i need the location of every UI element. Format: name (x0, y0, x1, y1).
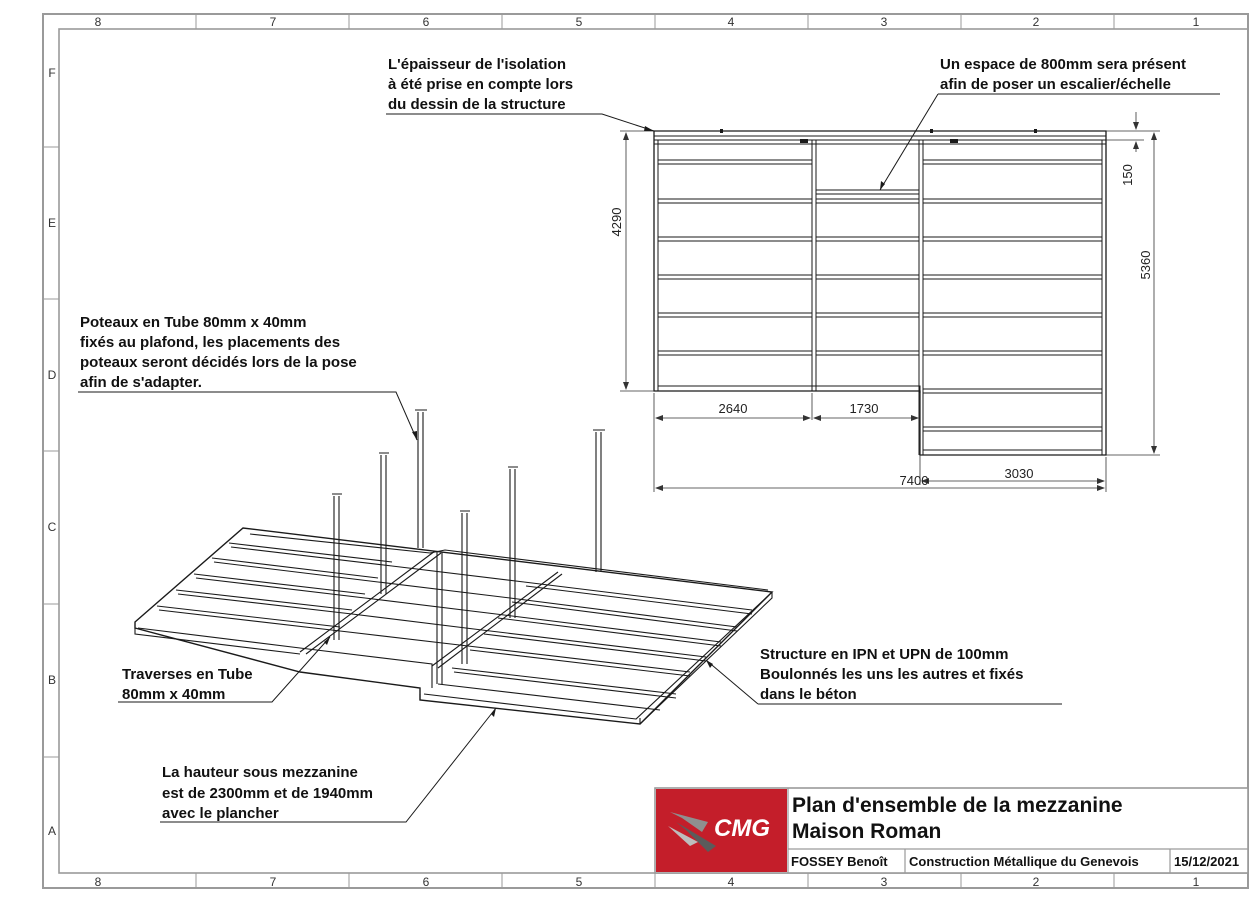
plan-dimensions (620, 112, 1160, 492)
drawing-title-line2: Maison Roman (792, 820, 942, 843)
svg-text:Structure en IPN et UPN de 100: Structure en IPN et UPN de 100mm (760, 646, 1009, 663)
svg-text:est de 2300mm et de 1940mm: est de 2300mm et de 1940mm (162, 785, 373, 802)
logo-text: CMG (714, 815, 770, 842)
dim-5360: 5360 (1138, 250, 1153, 280)
col-label-bottom: 2 (1032, 875, 1040, 889)
svg-text:afin de poser un escalier/éche: afin de poser un escalier/échelle (940, 76, 1171, 93)
col-label-bottom: 3 (880, 875, 888, 889)
dim-7400: 7400 (899, 473, 929, 488)
svg-text:dans le béton: dans le béton (760, 686, 857, 703)
svg-text:Traverses en Tube: Traverses en Tube (122, 666, 253, 683)
row-label: D (47, 368, 57, 382)
iso-beams (157, 543, 752, 710)
svg-text:poteaux seront décidés lors de: poteaux seront décidés lors de la pose (80, 354, 357, 371)
dimension-arrows (623, 122, 1157, 491)
row-label: F (48, 66, 56, 80)
col-label-top: 1 (1192, 15, 1200, 29)
dim-1730: 1730 (849, 401, 879, 416)
note-isolation (388, 56, 573, 113)
title-block (655, 788, 1248, 873)
dim-4290: 4290 (609, 207, 624, 237)
row-label: E (47, 216, 57, 230)
company-name: Construction Métallique du Genevois (909, 854, 1139, 869)
note-escalier (940, 56, 1186, 93)
zone-labels (48, 15, 1200, 889)
col-label-top: 6 (422, 15, 430, 29)
svg-text:La hauteur sous mezzanine: La hauteur sous mezzanine (162, 764, 358, 781)
col-label-top: 8 (94, 15, 102, 29)
svg-text:à été prise en compte lors: à été prise en compte lors (388, 76, 574, 93)
col-label-bottom: 1 (1192, 875, 1200, 889)
col-label-bottom: 7 (269, 875, 277, 889)
svg-text:80mm x 40mm: 80mm x 40mm (122, 686, 226, 703)
col-label-bottom: 8 (94, 875, 102, 889)
row-label: C (47, 520, 57, 534)
svg-text:du dessin de la structure: du dessin de la structure (388, 96, 566, 113)
col-label-bottom: 6 (422, 875, 430, 889)
col-label-top: 2 (1032, 15, 1040, 29)
dim-150: 150 (1120, 164, 1135, 186)
author-name: FOSSEY Benoît (791, 854, 888, 869)
note-traverses (122, 666, 253, 703)
leader-arrows (324, 126, 885, 717)
dim-2640: 2640 (718, 401, 748, 416)
drawing-frame (43, 14, 1248, 888)
zone-ticks (43, 14, 1114, 888)
dimension-values (609, 164, 1153, 488)
row-label: A (47, 824, 57, 838)
note-structure (760, 646, 1023, 703)
dim-3030: 3030 (1004, 466, 1034, 481)
svg-text:fixés au plafond, les placemen: fixés au plafond, les placements des (80, 334, 341, 351)
col-label-top: 7 (269, 15, 277, 29)
svg-text:afin de s'adapter.: afin de s'adapter. (80, 374, 202, 391)
svg-text:Poteaux en Tube 80mm x 40mm: Poteaux en Tube 80mm x 40mm (80, 314, 307, 331)
drawing-date: 15/12/2021 (1174, 854, 1240, 869)
svg-text:L'épaisseur de l'isolation: L'épaisseur de l'isolation (388, 56, 567, 73)
col-label-top: 3 (880, 15, 888, 29)
col-label-top: 5 (575, 15, 583, 29)
drawing-title-line1: Plan d'ensemble de la mezzanine (792, 794, 1123, 817)
svg-text:avec le plancher: avec le plancher (162, 805, 279, 822)
col-label-top: 4 (727, 15, 735, 29)
svg-text:Un espace de 800mm sera présen: Un espace de 800mm sera présent (940, 56, 1186, 73)
note-poteaux (80, 314, 357, 391)
company-logo (656, 789, 787, 872)
note-hauteur (162, 764, 373, 822)
col-label-bottom: 4 (727, 875, 735, 889)
row-label: B (47, 673, 57, 687)
svg-text:Boulonnés les uns les autres e: Boulonnés les uns les autres et fixés (760, 666, 1024, 683)
col-label-bottom: 5 (575, 875, 583, 889)
